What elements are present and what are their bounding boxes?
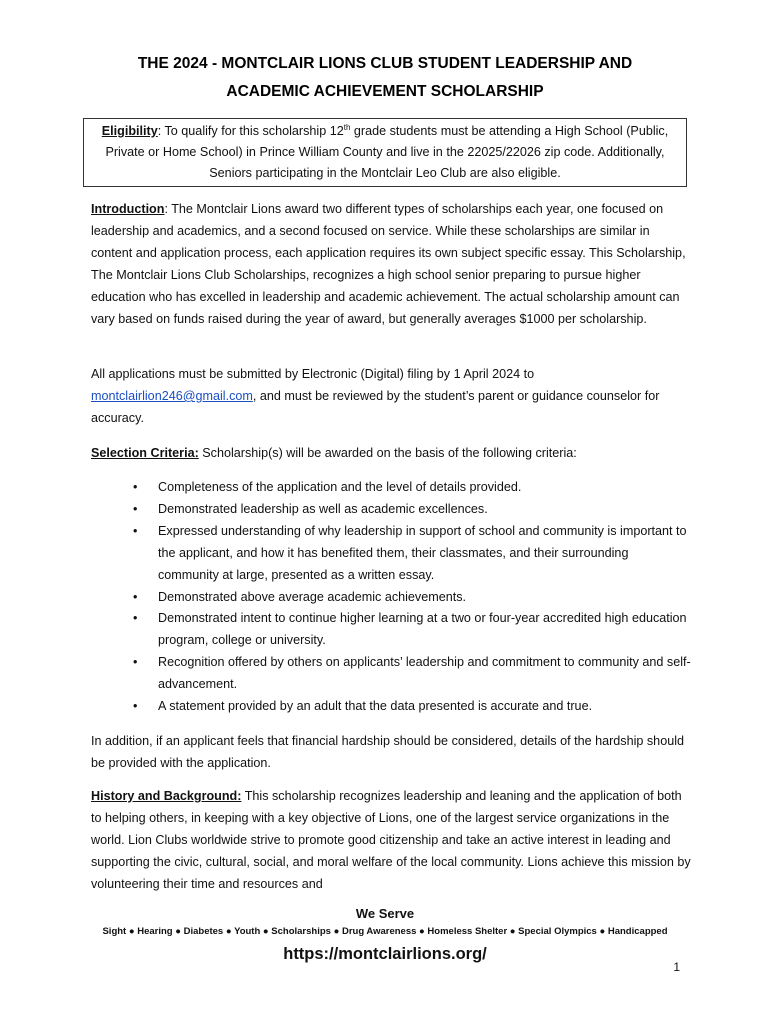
page-footer	[0, 904, 770, 967]
history-label: History and Background:	[91, 789, 242, 803]
list-item	[91, 696, 691, 718]
list-item	[91, 477, 691, 499]
list-item	[91, 521, 691, 587]
applications-text-2: , and must be reviewed by the student’s parent or guidance counselor for accuracy.	[91, 388, 660, 425]
criteria-list	[91, 477, 691, 718]
list-item-text: Expressed understanding of why leadership in support of school and community is important to the applicant, and how it has benefited them, their classmates, and their surrounding community at large, presented as a written essay.	[158, 523, 687, 582]
list-item-text: Demonstrated intent to continue higher learning at a two or four-year accredited high education program, college or university.	[158, 611, 687, 648]
applications-paragraph	[91, 364, 691, 430]
list-item-text: Recognition offered by others on applicants’ leadership and commitment to community and self-advancement.	[158, 655, 691, 692]
selection-criteria-text: Scholarship(s) will be awarded on the basis of the following criteria:	[198, 446, 577, 460]
list-item-text: Demonstrated leadership as well as academic excellences.	[158, 501, 488, 516]
document-title	[80, 50, 690, 106]
email-link[interactable]: montclairlion246@gmail.com	[91, 388, 253, 403]
eligibility-text-1: : To qualify for this scholarship 12	[157, 124, 344, 138]
history-paragraph	[91, 786, 691, 896]
introduction-text: : The Montclair Lions award two different types of scholarships each year, one focused on leadership and academics, and a second focused on service. While these scholarships are similar in content and application process, each application requires its own subject specific essay. This Scholarship, The Montclair Lions Club Scholarships, recognizes a high school senior preparing to pursue higher education who has excelled in leadership and academic achievement. The actual scholarship amount can vary based on funds raised during the year of award, but generally averages $1000 per scholarship.	[91, 202, 686, 326]
introduction-paragraph	[91, 199, 691, 330]
eligibility-label: Eligibility	[101, 124, 158, 138]
history-text: This scholarship recognizes leadership and leaning and the application of both to helping others, in keeping with a key objective of Lions, one of the largest service organizations in the world. Lion Clubs worldwide strive to promote good citizenship and take an active interest in leading and supporting the civic, cultural, social, and moral welfare of the local community. Lions achieve this mission by volunteering their time and resources and	[91, 789, 691, 891]
footer-motto: We Serve	[355, 906, 415, 921]
footer-website-link[interactable]: https://montclairlions.org/	[283, 945, 487, 963]
page-number: 1	[673, 960, 680, 974]
eligibility-box	[83, 118, 687, 187]
bullet-icon: •	[133, 699, 138, 714]
applications-text-1: All applications must be submitted by Electronic (Digital) filing by 1 April 2024 to	[91, 367, 535, 381]
list-item	[91, 587, 691, 609]
introduction-label: Introduction	[91, 202, 165, 216]
list-item	[91, 608, 691, 652]
bullet-icon: •	[133, 523, 138, 538]
selection-criteria-label: Selection Criteria:	[91, 446, 199, 460]
bullet-icon: •	[133, 501, 138, 516]
eligibility-text-2: grade students must be attending a High School (Public, Private or Home School) in Prince William County and live in the 22025/22026 zip code. Additionally, Seniors participating in the Montclair Leo Club are also eligible.	[105, 124, 669, 180]
title-line-1: THE 2024 - MONTCLAIR LIONS CLUB STUDENT LEADERSHIP AND	[137, 55, 633, 72]
list-item	[91, 499, 691, 521]
list-item-text: Demonstrated above average academic achievements.	[158, 589, 467, 604]
title-line-2: ACADEMIC ACHIEVEMENT SCHOLARSHIP	[226, 83, 544, 100]
bullet-icon: •	[133, 589, 138, 604]
bullet-icon: •	[133, 655, 138, 670]
footer-tagline: Sight ● Hearing ● Diabetes ● Youth ● Scholarships ● Drug Awareness ● Homeless Shelter ● Special Olympics ● Handicapped	[102, 926, 668, 937]
eligibility-superscript: th	[343, 122, 351, 132]
bullet-icon: •	[133, 480, 138, 494]
list-item-text: A statement provided by an adult that the data presented is accurate and true.	[158, 699, 593, 714]
selection-criteria-paragraph	[91, 443, 691, 465]
hardship-paragraph: In addition, if an applicant feels that financial hardship should be considered, details of the hardship should be provided with the application.	[91, 734, 685, 770]
list-item	[91, 652, 691, 696]
bullet-icon: •	[133, 611, 138, 626]
list-item-text: Completeness of the application and the level of details provided.	[158, 480, 522, 494]
